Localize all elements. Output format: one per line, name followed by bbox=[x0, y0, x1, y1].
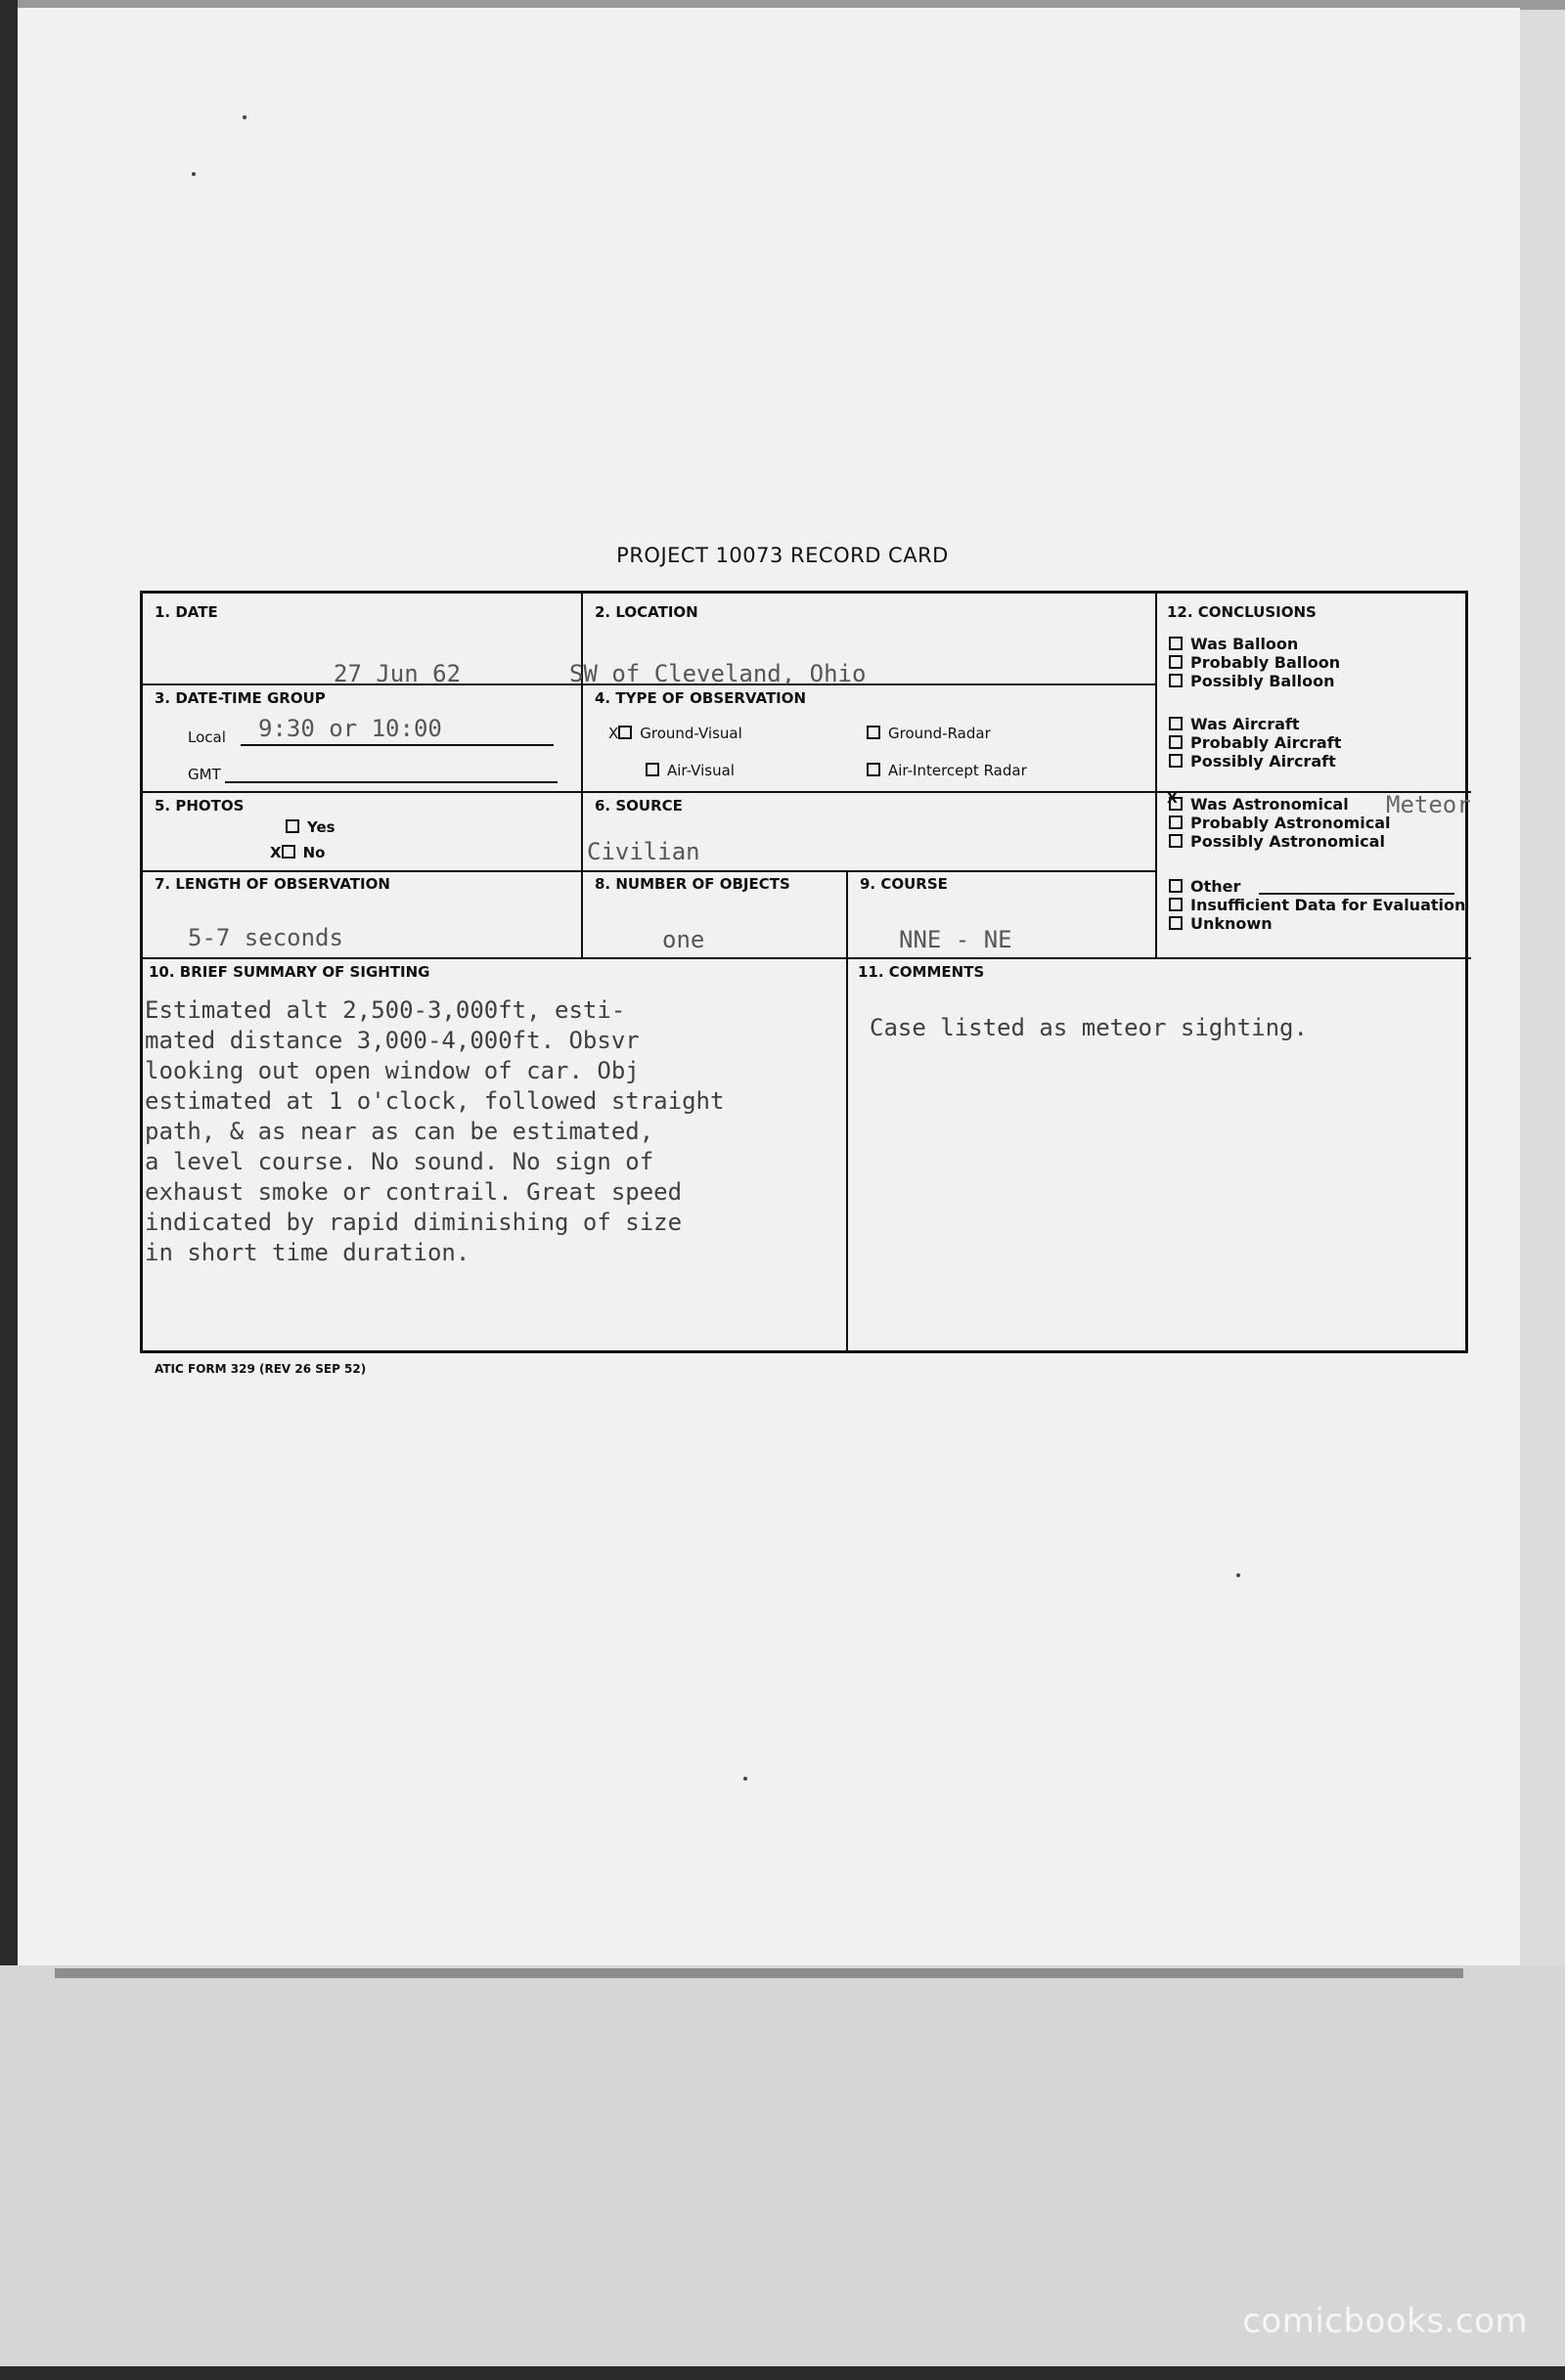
summary-line: exhaust smoke or contrail. Great speed bbox=[145, 1178, 683, 1206]
length-header: 7. LENGTH OF OBSERVATION bbox=[155, 875, 390, 893]
conclusions-header: 12. CONCLUSIONS bbox=[1167, 603, 1317, 621]
conclusion-item bbox=[1169, 877, 1240, 896]
location-value: SW of Cleveland, Ohio bbox=[569, 660, 867, 687]
ground-visual-label: Ground-Visual bbox=[640, 725, 742, 742]
checkbox bbox=[1169, 655, 1183, 669]
gmt-label: GMT bbox=[188, 766, 221, 783]
photos-yes-option bbox=[286, 818, 335, 836]
checkbox bbox=[646, 763, 659, 776]
date-time-header: 3. DATE-TIME GROUP bbox=[155, 689, 326, 707]
checkbox bbox=[1169, 815, 1183, 829]
card-title: PROJECT 10073 RECORD CARD bbox=[616, 544, 949, 567]
record-card bbox=[140, 591, 1471, 1353]
date-value: 27 Jun 62 bbox=[334, 660, 462, 687]
conclusion-label: Possibly Balloon bbox=[1190, 672, 1335, 690]
ground-visual-option bbox=[608, 725, 742, 742]
divider bbox=[581, 594, 583, 957]
checkbox bbox=[1169, 834, 1183, 848]
conclusion-item bbox=[1169, 814, 1391, 832]
conclusion-item bbox=[1169, 896, 1465, 914]
conclusion-item bbox=[1169, 672, 1335, 690]
summary-line: mated distance 3,000-4,000ft. Obsvr bbox=[145, 1027, 640, 1054]
conclusion-label: Probably Balloon bbox=[1190, 653, 1341, 672]
watermark: comicbooks.com bbox=[1242, 2302, 1528, 2341]
divider bbox=[846, 870, 848, 1353]
checkbox bbox=[1169, 916, 1183, 930]
checkbox bbox=[618, 726, 632, 739]
divider bbox=[143, 870, 1155, 872]
checkmark: X bbox=[608, 725, 619, 742]
speck bbox=[1236, 1573, 1240, 1577]
photos-no-option bbox=[270, 844, 325, 861]
summary-line: estimated at 1 o'clock, followed straight bbox=[145, 1087, 725, 1115]
speck bbox=[192, 172, 196, 176]
gmt-underline bbox=[225, 781, 558, 783]
summary-line: path, & as near as can be estimated, bbox=[145, 1118, 654, 1145]
air-visual-option bbox=[646, 762, 735, 779]
course-value: NNE - NE bbox=[899, 926, 1012, 953]
length-value: 5-7 seconds bbox=[188, 924, 343, 951]
conclusion-label: Was Astronomical bbox=[1190, 795, 1349, 814]
objects-value: one bbox=[662, 926, 705, 953]
divider bbox=[143, 957, 1471, 959]
checkbox bbox=[1169, 754, 1183, 768]
air-intercept-radar-option bbox=[867, 762, 1027, 779]
comments-header: 11. COMMENTS bbox=[858, 963, 985, 981]
location-header: 2. LOCATION bbox=[595, 603, 698, 621]
course-header: 9. COURSE bbox=[860, 875, 948, 893]
objects-header: 8. NUMBER OF OBJECTS bbox=[595, 875, 790, 893]
conclusion-label: Unknown bbox=[1190, 914, 1273, 933]
checkbox bbox=[867, 726, 880, 739]
checkmark: X bbox=[270, 844, 282, 861]
checkbox bbox=[1169, 637, 1183, 650]
conclusion-item bbox=[1167, 791, 1471, 818]
checkbox bbox=[1169, 735, 1183, 749]
source-value: Civilian bbox=[587, 838, 700, 865]
conclusions-list bbox=[1155, 594, 1471, 957]
ground-radar-label: Ground-Radar bbox=[888, 725, 991, 742]
conclusion-label: Was Aircraft bbox=[1190, 715, 1300, 733]
conclusion-item bbox=[1169, 752, 1336, 771]
source-header: 6. SOURCE bbox=[595, 797, 683, 815]
conclusion-item bbox=[1169, 832, 1385, 851]
local-label: Local bbox=[188, 728, 226, 746]
air-intercept-radar-label: Air-Intercept Radar bbox=[888, 762, 1027, 779]
local-time-value: 9:30 or 10:00 bbox=[258, 715, 442, 742]
type-of-observation-header: 4. TYPE OF OBSERVATION bbox=[595, 689, 807, 707]
summary-line: a level course. No sound. No sign of bbox=[145, 1148, 654, 1175]
checkmark: X bbox=[1167, 791, 1178, 807]
checkbox bbox=[1169, 879, 1183, 893]
conclusion-item bbox=[1169, 914, 1273, 933]
summary-line: indicated by rapid diminishing of size bbox=[145, 1209, 683, 1236]
local-underline bbox=[241, 744, 554, 746]
comments-value: Case listed as meteor sighting. bbox=[870, 1014, 1308, 1041]
conclusion-label: Was Balloon bbox=[1190, 635, 1299, 653]
checkbox bbox=[1169, 898, 1183, 911]
conclusion-label: Probably Astronomical bbox=[1190, 814, 1391, 832]
checkbox bbox=[1169, 674, 1183, 687]
checkbox bbox=[286, 819, 299, 833]
photos-yes-label: Yes bbox=[307, 818, 335, 836]
conclusion-item bbox=[1169, 635, 1298, 653]
photos-no-label: No bbox=[302, 844, 326, 861]
conclusion-label: Insufficient Data for Evaluation bbox=[1190, 896, 1466, 914]
form-id: ATIC FORM 329 (REV 26 SEP 52) bbox=[155, 1362, 367, 1376]
other-underline bbox=[1259, 893, 1454, 895]
photos-header: 5. PHOTOS bbox=[155, 797, 245, 815]
conclusion-label: Possibly Astronomical bbox=[1190, 832, 1385, 851]
checkbox bbox=[282, 845, 295, 859]
meteor-note: Meteor bbox=[1386, 791, 1471, 818]
conclusion-label: Probably Aircraft bbox=[1190, 733, 1342, 752]
speck bbox=[243, 115, 246, 119]
conclusion-item bbox=[1169, 715, 1300, 733]
conclusion-label: Other bbox=[1190, 877, 1241, 896]
conclusion-item bbox=[1169, 653, 1340, 672]
ground-radar-option bbox=[867, 725, 991, 742]
checkbox bbox=[867, 763, 880, 776]
air-visual-label: Air-Visual bbox=[667, 762, 735, 779]
summary-line: looking out open window of car. Obj bbox=[145, 1057, 640, 1084]
summary-header: 10. BRIEF SUMMARY OF SIGHTING bbox=[149, 963, 430, 981]
conclusion-label: Possibly Aircraft bbox=[1190, 752, 1336, 771]
sheet-shadow bbox=[55, 1968, 1463, 1978]
summary-line: in short time duration. bbox=[145, 1239, 470, 1266]
checkbox bbox=[1169, 717, 1183, 730]
conclusion-item bbox=[1169, 733, 1341, 752]
scan-bottom-strip bbox=[0, 2366, 1565, 2380]
date-header: 1. DATE bbox=[155, 603, 218, 621]
summary-line: Estimated alt 2,500-3,000ft, esti- bbox=[145, 996, 626, 1024]
speck bbox=[743, 1777, 747, 1781]
